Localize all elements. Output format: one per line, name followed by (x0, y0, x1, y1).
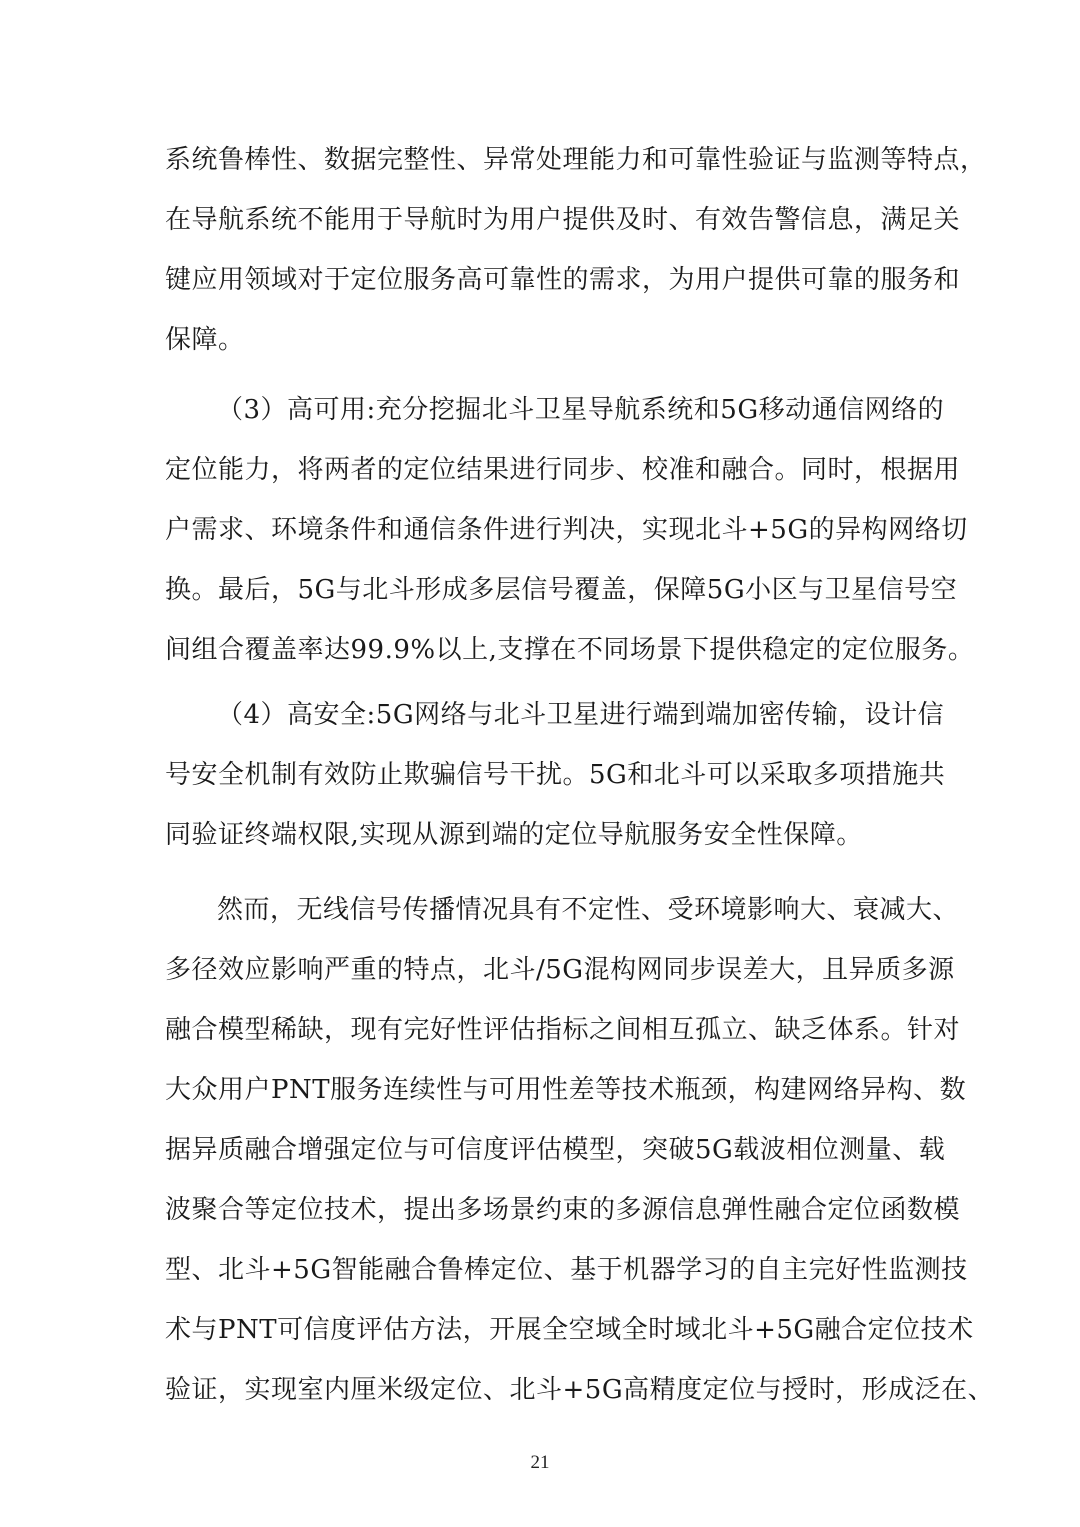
text-line: 间组合覆盖率达99.9%以上,支撑在不同场景下提供稳定的定位服务。 (165, 635, 975, 665)
paragraph-high-security (165, 685, 946, 865)
text-line: （4）高安全:5G网络与北斗卫星进行端到端加密传输，设计信 (217, 700, 945, 730)
text-line: 术与PNT可信度评估方法，开展全空域全时域北斗+5G融合定位技术 (165, 1315, 974, 1345)
text-line: 大众用户PNT服务连续性与可用性差等技术瓶颈，构建网络异构、数 (165, 1075, 967, 1105)
text-line: 定位能力，将两者的定位结果进行同步、校准和融合。同时，根据用 (165, 455, 961, 485)
text-line: 波聚合等定位技术，提出多场景约束的多源信息弹性融合定位函数模 (165, 1195, 961, 1225)
text-line: 融合模型稀缺，现有完好性评估指标之间相互孤立、缺乏体系。针对 (165, 1015, 961, 1045)
text-line: 型、北斗+5G智能融合鲁棒定位、基于机器学习的自主完好性监测技 (165, 1255, 968, 1285)
text-line: （3）高可用:充分挖掘北斗卫星导航系统和5G移动通信网络的 (217, 395, 945, 425)
text-line: 号安全机制有效防止欺骗信号干扰。5G和北斗可以采取多项措施共 (165, 760, 946, 790)
text-line: 换。最后，5G与北斗形成多层信号覆盖，保障5G小区与卫星信号空 (165, 575, 958, 605)
text-line: 然而，无线信号传播情况具有不定性、受环境影响大、衰减大、 (217, 895, 960, 925)
text-line: 验证，实现室内厘米级定位、北斗+5G高精度定位与授时，形成泛在、 (165, 1375, 995, 1405)
text-line: 系统鲁棒性、数据完整性、异常处理能力和可靠性验证与监测等特点， (165, 145, 987, 175)
text-line: 在导航系统不能用于导航时为用户提供及时、有效告警信息，满足关 (165, 205, 961, 235)
text-line: 户需求、环境条件和通信条件进行判决，实现北斗+5G的异构网络切 (165, 515, 968, 545)
text-line: 同验证终端权限,实现从源到端的定位导航服务安全性保障。 (165, 820, 863, 850)
paragraph-reliability-continued (165, 130, 987, 370)
text-line: 据异质融合增强定位与可信度评估模型，突破5G载波相位测量、载 (165, 1135, 946, 1165)
paragraph-challenges (165, 880, 995, 1420)
text-line: 保障。 (165, 325, 245, 355)
text-line: 键应用领域对于定位服务高可靠性的需求，为用户提供可靠的服务和 (165, 265, 961, 295)
paragraph-high-availability (165, 380, 975, 680)
page-number: 21 (530, 1452, 550, 1473)
text-line: 多径效应影响严重的特点，北斗/5G混构网同步误差大，且异质多源 (165, 955, 955, 985)
